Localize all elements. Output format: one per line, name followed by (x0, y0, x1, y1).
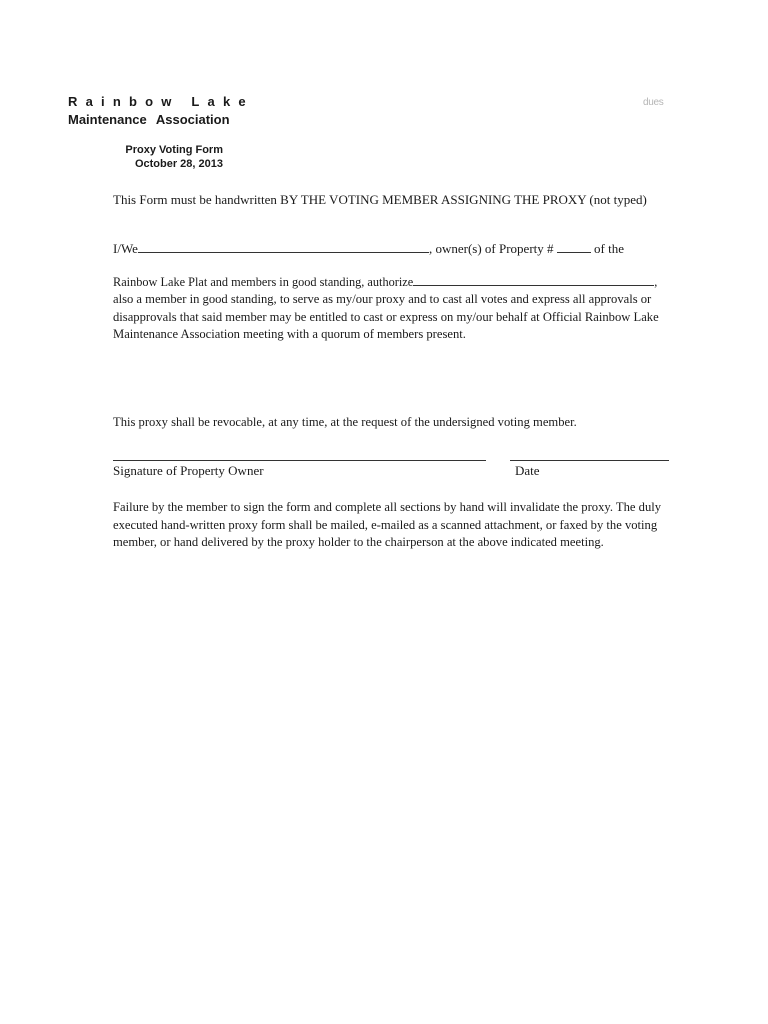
organization-subtitle: Maintenance Association (68, 112, 230, 127)
property-number-blank[interactable] (557, 241, 591, 253)
date-line[interactable] (510, 460, 669, 461)
signature-label: Signature of Property Owner (113, 463, 264, 478)
authorization-paragraph: also a member in good standing, to serve as my/our proxy and to cast all votes and express all approvals or disapprovals that said member may be entitled to cast or express on my/our behalf at Official Rainbow Lake Maintenance Association meeting with a quorum of members present. (113, 292, 659, 341)
organization-name: Rainbow Lake (68, 94, 254, 109)
plat-suffix: , (654, 275, 658, 289)
failure-notice-paragraph: Failure by the member to sign the form and complete all sections by hand will invalidate the proxy. The duly executed hand-written proxy form shall be mailed, e-mailed as a scanned attachment, or faxed by the voting member, or hand delivered by the proxy holder to the chairperson at the above indicated meeting. (113, 500, 662, 549)
plat-prefix: Rainbow Lake Plat and members in good standing, authorize (113, 275, 414, 289)
member-name-blank[interactable] (138, 241, 429, 253)
iwe-label: I/We (113, 241, 138, 256)
member-line (113, 241, 624, 257)
authorize-line (113, 274, 657, 290)
signature-line[interactable] (113, 460, 486, 461)
dues-tag: dues (643, 97, 664, 108)
date-label: Date (515, 463, 540, 478)
of-the-label: of the (594, 241, 624, 256)
form-date: October 28, 2013 (134, 158, 223, 170)
proxy-holder-blank[interactable] (413, 274, 654, 286)
form-title: Proxy Voting Form (125, 144, 223, 156)
instruction-paragraph: This Form must be handwritten BY THE VOTING MEMBER ASSIGNING THE PROXY (not typed) (113, 192, 647, 207)
owners-label: , owner(s) of Property # (428, 241, 554, 256)
revocable-statement: This proxy shall be revocable, at any time, at the request of the undersigned voting member. (113, 415, 577, 429)
